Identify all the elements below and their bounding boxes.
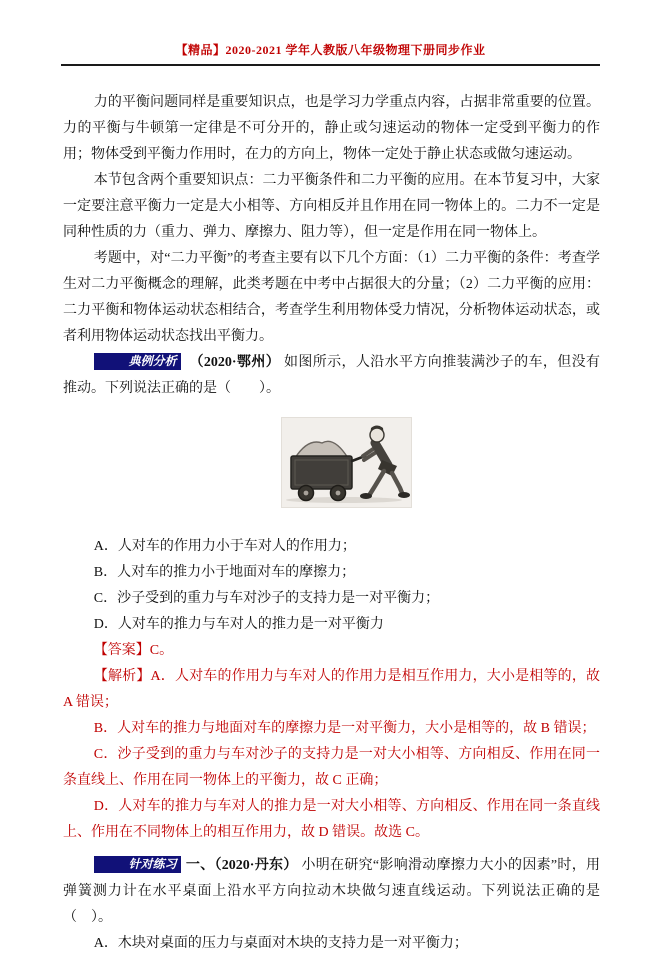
- intro-paragraph-2: 本节包含两个重要知识点：二力平衡条件和二力平衡的应用。在本节复习中，大家一定要注意平衡力一定是大小相等、方向相反并且作用在同一物体上的。二力不一定是同种性质的力（重力、弹力、摩擦力、阻力等），但一定是作用在同一物体上。: [63, 173, 600, 240]
- practice-option-a: A．木块对桌面的压力与桌面对木块的支持力是一对平衡力；: [93, 936, 468, 951]
- person-pushing-cart-illustration: [282, 418, 411, 507]
- example-option-b: B．人对车的推力小于地面对车的摩擦力；: [93, 565, 356, 580]
- example-options: [63, 534, 600, 638]
- example-option-a: A．人对车的作用力小于车对人的作用力；: [93, 539, 356, 554]
- header-divider: [61, 64, 600, 66]
- example-figure-wrap: [63, 417, 600, 517]
- intro-paragraph-3: 考题中，对“二力平衡”的考查主要有以下几个方面：（1）二力平衡的条件：考查学生对二力平衡概念的理解，此类考题在中考中占据很大的分量；（2）二力平衡的应用：二力平衡和物体运动状态相结合，考查学生利用物体受力情况，分析物体运动状态，或者利用物体运动状态找出平衡力。: [63, 251, 600, 344]
- example-section-label: 典例分析: [94, 353, 181, 370]
- example-question-text: 如图所示，人沿水平方向推装满沙子的车，但没有推动。下列说法正确的是（ ）。: [63, 355, 601, 396]
- page-header: [0, 0, 661, 66]
- example-option-c: C．沙子受到的重力与车对沙子的支持力是一对平衡力；: [93, 591, 440, 606]
- figure-person-pushing-cart: [281, 417, 412, 508]
- example-analysis: [63, 664, 600, 846]
- intro-paragraph-1: 力的平衡问题同样是重要知识点，也是学习力学重点内容，占据非常重要的位置。力的平衡与牛顿第一定律是不可分开的，静止或匀速运动的物体一定受到平衡力的作用；物体受到平衡力作用时，在力的方向上，物体一定处于静止状态或做匀速运动。: [63, 95, 600, 162]
- practice-section-label: 针对练习: [94, 856, 181, 873]
- analysis-c: C．沙子受到的重力与车对沙子的支持力是一对大小相等、方向相反、作用在同一条直线上、作用在同一物体上的平衡力，故 C 正确；: [63, 747, 600, 788]
- practice-source: （2020·丹东）: [214, 858, 298, 873]
- header-title: 【精品】2020-2021 学年人教版八年级物理下册同步作业: [175, 43, 486, 57]
- document-body: [63, 90, 600, 957]
- practice-number: 一、: [185, 858, 215, 873]
- analysis-d: D．人对车的推力与车对人的推力是一对大小相等、方向相反、作用在同一条直线上、作用在不同物体上的相互作用力，故 D 错误。故选 C。: [63, 799, 600, 840]
- practice-question-text: 小明在研究“影响滑动摩擦力大小的因素”时，用弹簧测力计在水平桌面上沿水平方向拉动木块做匀速直线运动。下列说法正确的是（ ）。: [63, 858, 601, 925]
- analysis-b: B．人对车的推力与地面对车的摩擦力是一对平衡力，大小是相等的，故 B 错误；: [93, 721, 596, 736]
- example-option-d: D．人对车的推力与车对人的推力是一对平衡力: [93, 617, 384, 632]
- analysis-a: 【解析】A．人对车的作用力与车对人的作用力是相互作用力，大小是相等的，故 A 错误；: [63, 669, 600, 710]
- practice-question-line: [63, 853, 600, 931]
- example-source: （2020·鄂州）: [189, 355, 281, 370]
- example-question-line: [63, 350, 600, 402]
- practice-section: [63, 853, 600, 957]
- example-answer: 【答案】C。: [93, 643, 174, 658]
